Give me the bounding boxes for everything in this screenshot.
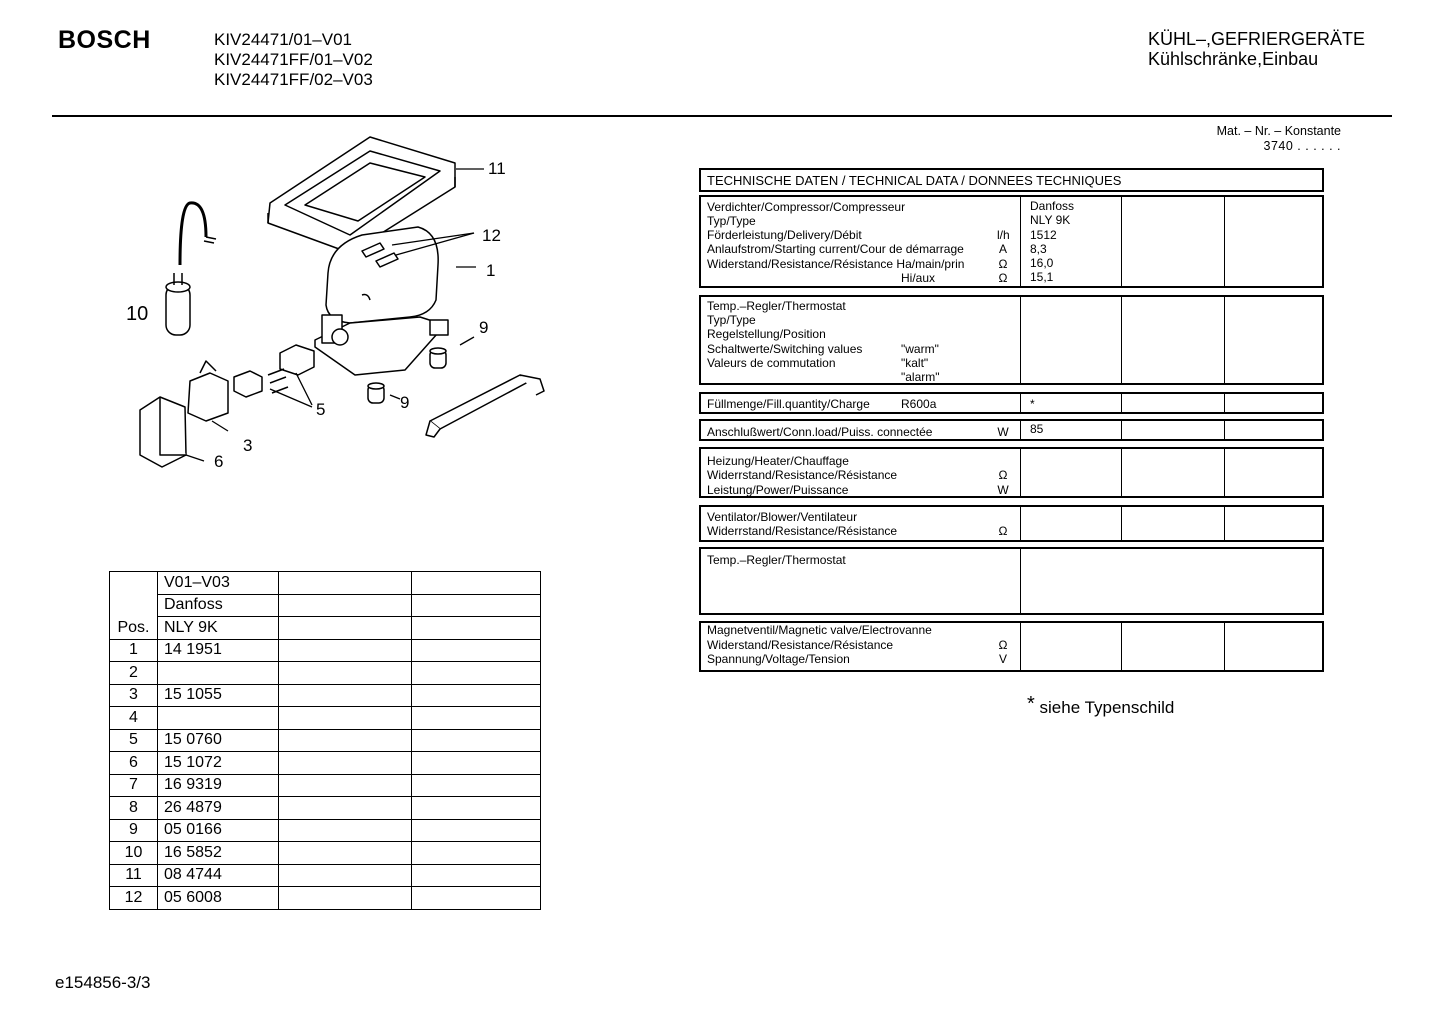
pos-cell: 12 (110, 887, 158, 910)
section-label: Hi/aux (901, 271, 936, 285)
part-number-cell: 05 6008 (158, 887, 279, 910)
pos-cell: 8 (110, 797, 158, 820)
connected-load-section (699, 419, 1324, 441)
type-header: NLY 9K (158, 617, 279, 640)
value-text: 15,1 (1030, 270, 1054, 284)
callout-label: 3 (243, 436, 253, 455)
part-number-cell: 05 0166 (158, 819, 279, 842)
section-label: Anschlußwert/Conn.load/Puiss. connectée (707, 425, 933, 439)
empty-cell (412, 729, 541, 752)
empty-cell (279, 774, 412, 797)
part-number-cell: 15 1072 (158, 752, 279, 775)
category-line: Kühlschränke,Einbau (1148, 49, 1319, 69)
section-label: Anlaufstrom/Starting current/Cour de démarrage (707, 242, 964, 256)
section-label: Heizung/Heater/Chauffage (707, 454, 849, 468)
fan-section (699, 505, 1324, 542)
section-label: Widerrstand/Resistance/Résistance (707, 468, 898, 482)
pos-cell: 11 (110, 864, 158, 887)
section-label: Schaltwerte/Switching values (707, 342, 863, 356)
empty-cell (279, 639, 412, 662)
empty-cell (412, 617, 541, 640)
empty-cell (279, 572, 412, 595)
category-line: KÜHL–,GEFRIERGERÄTE (1148, 29, 1366, 49)
table-row (110, 707, 541, 730)
empty-cell (279, 617, 412, 640)
pos-cell: 7 (110, 774, 158, 797)
empty-cell (279, 864, 412, 887)
empty-cell (412, 594, 541, 617)
value-text: Danfoss (1030, 199, 1075, 213)
empty-cell (412, 662, 541, 685)
empty-cell (412, 819, 541, 842)
tech-title-box (699, 168, 1324, 192)
mat-label: Mat. – Nr. – Konstante (1216, 124, 1341, 138)
compressor-part (315, 227, 448, 375)
type-plate-note (1027, 693, 1175, 719)
protector-part (188, 361, 228, 421)
model-list (214, 30, 373, 90)
part-number-cell: 26 4879 (158, 797, 279, 820)
pos-cell: 3 (110, 684, 158, 707)
empty-cell (279, 594, 412, 617)
section-label: Typ/Type (707, 313, 756, 327)
empty-cell (279, 729, 412, 752)
value-text: 8,3 (1030, 242, 1047, 256)
section-label: Spannung/Voltage/Tension (707, 652, 850, 666)
unit-label: Ω (998, 468, 1008, 482)
table-row (110, 752, 541, 775)
value-text: NLY 9K (1030, 213, 1071, 227)
table-row (110, 819, 541, 842)
empty-cell (279, 887, 412, 910)
thermostat-section (699, 295, 1324, 385)
table-row (110, 572, 541, 595)
empty-cell (279, 797, 412, 820)
maker-header: Danfoss (158, 594, 279, 617)
section-label: Widerrstand/Resistance/Résistance (707, 524, 898, 538)
empty-cell (279, 707, 412, 730)
parts-position-table (109, 571, 541, 910)
value-text: 16,0 (1030, 256, 1054, 270)
callout-label: 6 (214, 452, 224, 471)
callout-label: 11 (488, 159, 506, 178)
pos-header: Pos. (110, 572, 158, 640)
mat-value: 3740 . . . . . . (1263, 139, 1341, 153)
callout-label: 5 (316, 400, 326, 419)
unit-label: W (997, 425, 1009, 439)
empty-cell (412, 707, 541, 730)
mat-constant (1204, 124, 1341, 154)
cover-part (140, 397, 186, 467)
table-row (110, 887, 541, 910)
section-label: Füllmenge/Fill.quantity/Charge (707, 397, 870, 411)
clip-part (234, 345, 314, 397)
unit-label: Ω (998, 271, 1008, 285)
exploded-parts-diagram (100, 125, 570, 485)
section-label: Widerstand/Resistance/Résistance (707, 638, 894, 652)
callout-label: 12 (482, 226, 501, 245)
compressor-section (699, 195, 1324, 288)
starter-relay-part (166, 203, 216, 335)
table-row (110, 639, 541, 662)
section-label: Regelstellung/Position (707, 327, 826, 341)
unit-label: V (998, 652, 1007, 666)
table-row (110, 729, 541, 752)
empty-cell (412, 639, 541, 662)
part-number-cell: 15 0760 (158, 729, 279, 752)
table-row (110, 617, 541, 640)
empty-cell (412, 572, 541, 595)
header-divider (52, 115, 1392, 117)
asterisk: * (1027, 693, 1035, 715)
section-label: Temp.–Regler/Thermostat (707, 553, 846, 567)
callout-label: 9 (400, 393, 410, 412)
note-text: siehe Typenschild (1034, 698, 1175, 717)
empty-cell (279, 684, 412, 707)
model-number: KIV24471FF/01–V02 (214, 50, 373, 69)
pos-cell: 9 (110, 819, 158, 842)
tech-title: TECHNISCHE DATEN / TECHNICAL DATA / DONNEES TECHNIQUES (707, 173, 1122, 188)
section-label: Ventilator/Blower/Ventilateur (707, 510, 858, 524)
pos-cell: 10 (110, 842, 158, 865)
section-label: Temp.–Regler/Thermostat (707, 299, 846, 313)
switch-value-label: "alarm" (901, 370, 940, 384)
pos-cell: 1 (110, 639, 158, 662)
table-row (110, 797, 541, 820)
part-number-cell: 16 9319 (158, 774, 279, 797)
empty-cell (279, 752, 412, 775)
section-label: Förderleistung/Delivery/Débit (707, 228, 862, 242)
heater-section (699, 447, 1324, 498)
switch-value-label: "warm" (901, 342, 939, 356)
pos-cell: 5 (110, 729, 158, 752)
table-row (110, 684, 541, 707)
empty-cell (412, 887, 541, 910)
model-number: KIV24471FF/02–V03 (214, 70, 373, 89)
empty-cell (412, 797, 541, 820)
refrigerant-label: R600a (901, 397, 937, 411)
empty-cell (412, 842, 541, 865)
unit-label: Ω (998, 257, 1008, 271)
section-label: Leistung/Power/Puissance (707, 483, 849, 497)
mounting-bracket-part (426, 375, 544, 437)
empty-cell (279, 819, 412, 842)
empty-cell (412, 774, 541, 797)
unit-label: A (998, 242, 1007, 256)
pos-cell: 6 (110, 752, 158, 775)
switch-value-label: "kalt" (901, 356, 929, 370)
fill-quantity-section (699, 392, 1324, 414)
part-number-cell: 14 1951 (158, 639, 279, 662)
value-text: 85 (1030, 422, 1044, 436)
document-id: e154856-3/3 (55, 973, 151, 992)
part-number-cell (158, 662, 279, 685)
empty-cell (279, 662, 412, 685)
part-number-cell: 08 4744 (158, 864, 279, 887)
table-row (110, 864, 541, 887)
pos-cell: 2 (110, 662, 158, 685)
model-number: KIV24471/01–V01 (214, 30, 353, 49)
unit-label: Ω (998, 638, 1008, 652)
valve-section (699, 621, 1324, 672)
empty-cell (412, 864, 541, 887)
table-row (110, 774, 541, 797)
empty-cell (412, 752, 541, 775)
unit-label: l/h (997, 228, 1010, 242)
callout-label: 1 (486, 261, 496, 280)
table-row (110, 662, 541, 685)
value-text: 1512 (1030, 228, 1057, 242)
empty-cell (279, 842, 412, 865)
value-text: * (1030, 397, 1035, 411)
table-row (110, 594, 541, 617)
callout-label: 9 (479, 318, 489, 337)
brand-logo: BOSCH (58, 26, 151, 54)
part-number-cell: 15 1055 (158, 684, 279, 707)
unit-label: Ω (998, 524, 1008, 538)
section-label: Widerstand/Resistance/Résistance Ha/main/prin (707, 257, 965, 271)
section-label: Magnetventil/Magnetic valve/Electrovanne (707, 623, 932, 637)
unit-label: W (997, 483, 1009, 497)
table-row (110, 842, 541, 865)
pos-cell: 4 (110, 707, 158, 730)
part-number-cell: 16 5852 (158, 842, 279, 865)
section-label: Typ/Type (707, 214, 756, 228)
thermostat2-section (699, 547, 1324, 615)
section-label: Valeurs de commutation (707, 356, 836, 370)
callout-label: 10 (126, 303, 149, 325)
category (1148, 29, 1365, 69)
part-number-cell (158, 707, 279, 730)
section-label: Verdichter/Compressor/Compresseur (707, 200, 906, 214)
empty-cell (412, 684, 541, 707)
version-header: V01–V03 (158, 572, 279, 595)
